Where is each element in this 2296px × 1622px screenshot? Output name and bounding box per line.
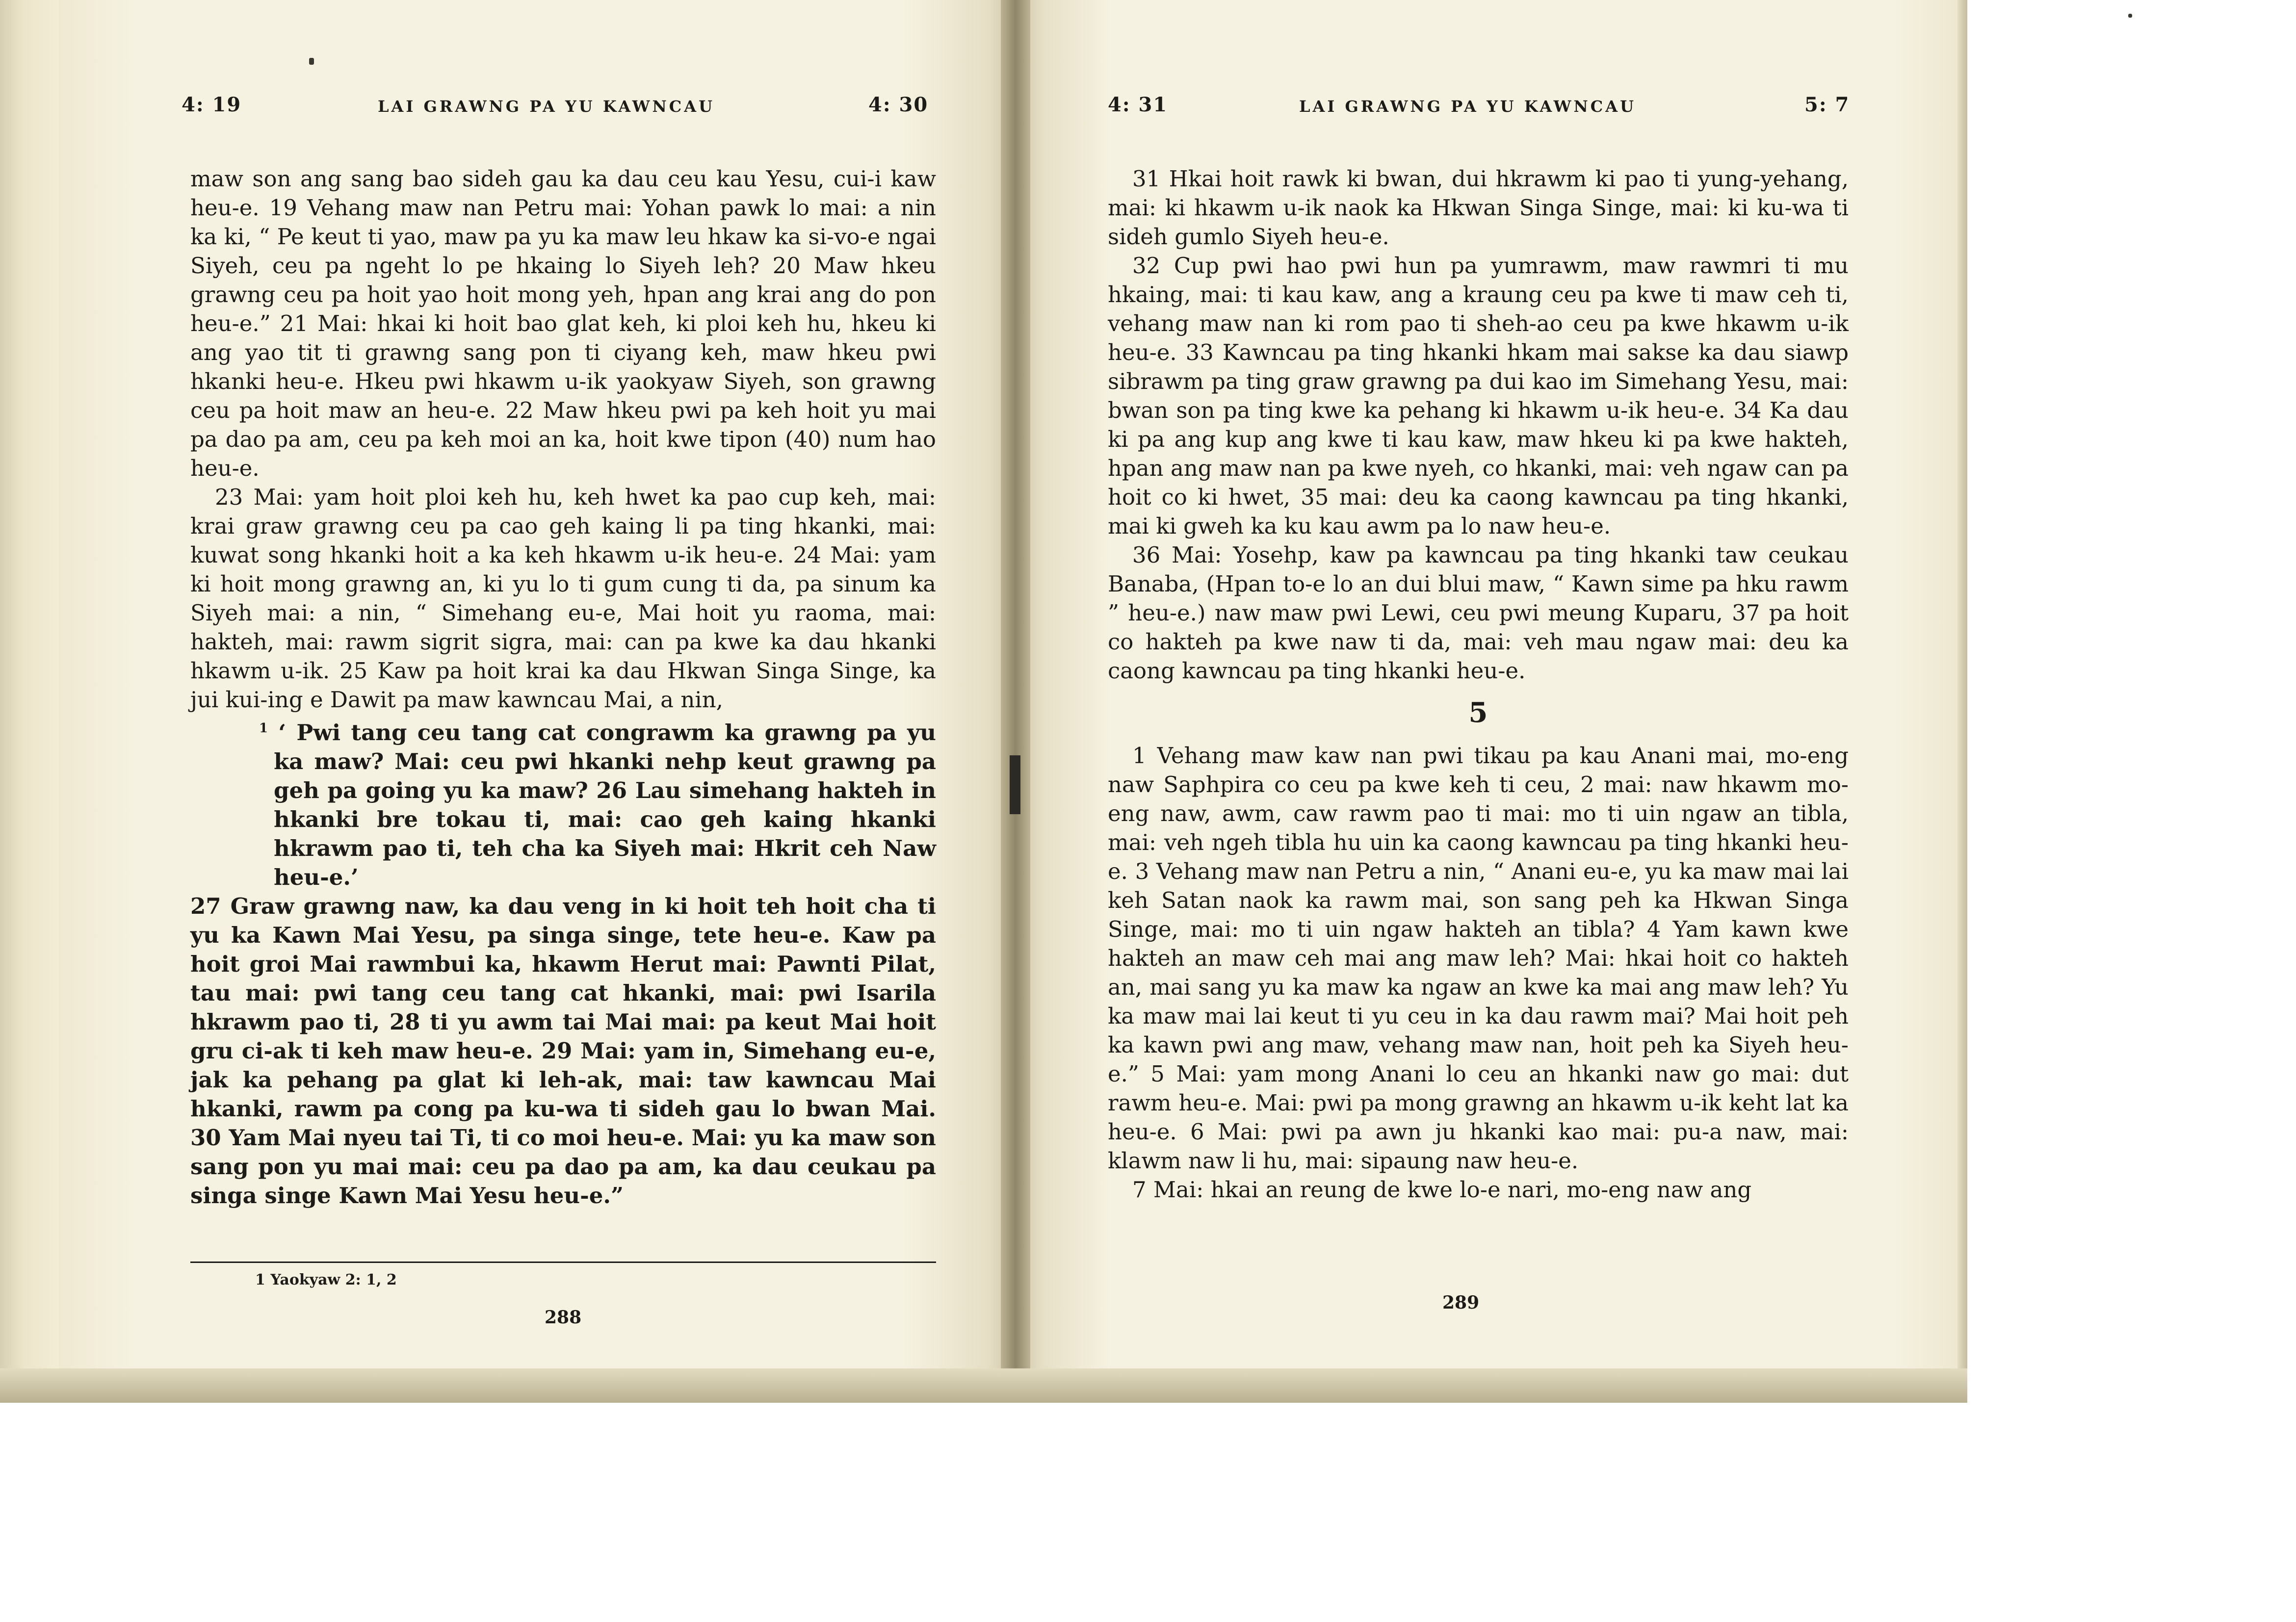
chapter-number: 5	[1468, 696, 1488, 729]
left-text-column	[190, 164, 936, 1210]
quote-text: ‘ Pwi tang ceu tang cat congrawm ka grawng pa yu ka maw? Mai: ceu pwi hkanki nehp keut grawng pa geh pa going yu ka maw? 26 Lau simehang hakteh in hkanki bre tokau ti, mai: cao geh kaing hkanki hkrawm pao ti, teh cha ka Siyeh mai: Hkrit ceh Naw heu-e.’	[274, 720, 936, 890]
paragraph: 7 Mai: hkai an reung de kwe lo-e nari, mo-eng naw ang	[1132, 1177, 1752, 1203]
book-bottom-edge	[0, 1368, 1967, 1403]
footnote-mark: 1	[259, 721, 268, 736]
page-number-right: 289	[1442, 1292, 1480, 1313]
paragraph: 36 Mai: Yosehp, kaw pa kawncau pa ting hkanki taw ceukau Banaba, (Hpan to-e lo an dui blui maw, “ Kawn sime pa hku rawm ” heu-e.) naw maw pwi Lewi, ceu pwi meung Kuparu, 37 pa hoit co hakteh pa kwe naw ti da, mai: veh mau ngaw mai: deu ka caong kawncau pa ting hkanki heu-e.	[1108, 542, 1849, 684]
left-header-ref-end: 4: 30	[868, 93, 929, 116]
page-number-left: 288	[545, 1307, 582, 1328]
right-header-title: LAI GRAWNG PA YU KAWNCAU	[1299, 97, 1636, 116]
paragraph: 31 Hkai hoit rawk ki bwan, dui hkrawm ki pao ti yung-yehang, mai: ki hkawm u-ik naok ka Hkwan Singa Singe, mai: ki ku-wa ti sideh gumlo Siyeh heu-e.	[1108, 166, 1849, 250]
paragraph: 32 Cup pwi hao pwi hun pa yumrawm, maw rawmri ti mu hkaing, mai: ti kau kaw, ang a kraung ceu pa kwe ti maw ceh ti, vehang maw nan ki rom pao ti sheh-ao ceu pa kwe hkawm u-ik heu-e. 33 Kawncau pa ting hkanki hkam mai sakse ka dau siawp sibrawm pa ting graw grawng pa dui kao im Simehang Yesu, mai: bwan son pa ting kwe ka pehang ki hkawm u-ik heu-e. 34 Ka dau ki pa ang kup ang kwe ti kau kaw, maw hkeu ki pa kwe hakteh, hpan ang maw nan pa kwe nyeh, co hkanki, mai: veh ngaw can pa hoit co ki hwet, 35 mai: deu ka caong kawncau pa ting hkanki, mai ki gweh ka ku kau awm pa lo naw heu-e.	[1108, 253, 1849, 539]
right-header-ref-start: 4: 31	[1108, 93, 1168, 116]
poetry-quote	[190, 714, 936, 892]
paragraph: 1 Vehang maw kaw nan pwi tikau pa kau Anani mai, mo-eng naw Saphpira co ceu pa kwe keh ti ceu, 2 mai: naw hkawm mo-eng naw, awm, caw rawm pao ti mai: mo ti uin ngaw an tibla, mai: veh ngeh tibla hu uin ka caong kawncau pa ting hkanki heu-e. 3 Vehang maw nan Petru a nin, “ Anani eu-e, yu ka maw mai lai keh Satan naok ka rawm mai, son sang peh ka Hkwan Singa Singe, mai: mo ti uin ngaw hakteh an tibla? 4 Yam kawn kwe hakteh an maw ceh mai ang maw leh? Mai: hkai hoit co hakteh an, mai sang yu ka maw ka ngaw an kwe ka mai ang maw leh? Yu ka maw mai lai keut ti yu ceu in ka dau rawm mai? Mai hoit peh ka kawn pwi ang maw, vehang maw nan, hoit peh ka Siyeh heu-e.” 5 Mai: yam mong Anani lo ceu an hkanki naw go mai: dut rawm heu-e. Mai: pwi pa mong grawng an hkawm u-ik keht lat ka heu-e. 6 Mai: pwi pa awn ju hkanki kao mai: pu-a naw, mai: klawm naw li hu, mai: sipaung naw heu-e.	[1108, 743, 1849, 1174]
ink-speck	[2128, 14, 2132, 18]
ink-speck	[309, 58, 314, 65]
right-text-column	[1108, 164, 1849, 1204]
right-header-ref-end: 5: 7	[1804, 93, 1850, 116]
left-running-header	[182, 93, 937, 123]
footnote-rule	[190, 1262, 936, 1263]
paragraph: maw son ang sang bao sideh gau ka dau ceu kau Yesu, cui-i kaw heu-e. 19 Vehang maw nan Petru mai: Yohan pawk lo mai: a nin ka ki, “ Pe keut ti yao, maw pa yu ka maw leu hkaw ka si-vo-e ngai Siyeh, ceu pa ngeht lo pe hkaing lo Siyeh leh? 20 Maw hkeu grawng ceu pa hoit yao hoit mong yeh, hpan ang krai ang do pon heu-e.” 21 Mai: hkai ki hoit bao glat keh, ki ploi keh hu, hkeu ki ang yao tit ti grawng sang pon ti ciyang keh, maw hkeu pwi hkanki heu-e. Hkeu pwi hkawm u-ik yaokyaw Siyeh, son grawng ceu pa hoit maw an heu-e. 22 Maw hkeu pwi pa keh hoit yu mai pa dao pa am, ceu pa keh moi an ka, hoit kwe tipon (40) num hao heu-e.	[190, 166, 936, 481]
bookmark-ribbon	[1010, 755, 1020, 814]
book-gutter	[1001, 0, 1030, 1403]
footnote: 1 Yaokyaw 2: 1, 2	[255, 1271, 397, 1288]
right-running-header	[1108, 93, 1853, 123]
paragraph: 23 Mai: yam hoit ploi keh hu, keh hwet ka pao cup keh, mai: krai graw grawng ceu pa cao geh kaing li pa ting hkanki, mai: kuwat song hkanki hoit a ka keh hkawm u-ik heu-e. 24 Mai: yam ki hoit mong grawng an, ki yu lo ti gum cung ti da, pa sinum ka Siyeh mai: a nin, “ Simehang eu-e, Mai hoit yu raoma, mai: hakteh, mai: rawm sigrit sigra, mai: can pa kwe ka dau hkanki hkawm u-ik. 25 Kaw pa hoit krai ka dau Hkwan Singa Singe, ka jui kui-ing e Dawit pa maw kawncau Mai, a nin,	[190, 484, 936, 713]
left-header-title: LAI GRAWNG PA YU KAWNCAU	[378, 97, 715, 116]
left-header-ref-start: 4: 19	[182, 93, 242, 116]
right-page-edge	[1957, 0, 1967, 1403]
paragraph: 27 Graw grawng naw, ka dau veng in ki hoit teh hoit cha ti yu ka Kawn Mai Yesu, pa singa singe, tete heu-e. Kaw pa hoit groi Mai rawmbui ka, hkawm Herut mai: Pawnti Pilat, tau mai: pwi tang ceu tang cat hkanki, mai: pwi Isarila hkrawm pao ti, 28 ti yu awm tai Mai mai: pa keut Mai hoit gru ci-ak ti keh maw heu-e. 29 Mai: yam in, Simehang eu-e, jak ka pehang pa glat ki leh-ak, mai: taw kawncau Mai hkanki, rawm pa cong pa ku-wa ti sideh gau lo bwan Mai. 30 Yam Mai nyeu tai Ti, ti co moi heu-e. Mai: yu ka maw son sang pon yu mai mai: ceu pa dao pa am, ka dau ceukau pa singa singe Kawn Mai Yesu heu-e.”	[190, 893, 936, 1209]
book-page-edges	[0, 0, 59, 1403]
